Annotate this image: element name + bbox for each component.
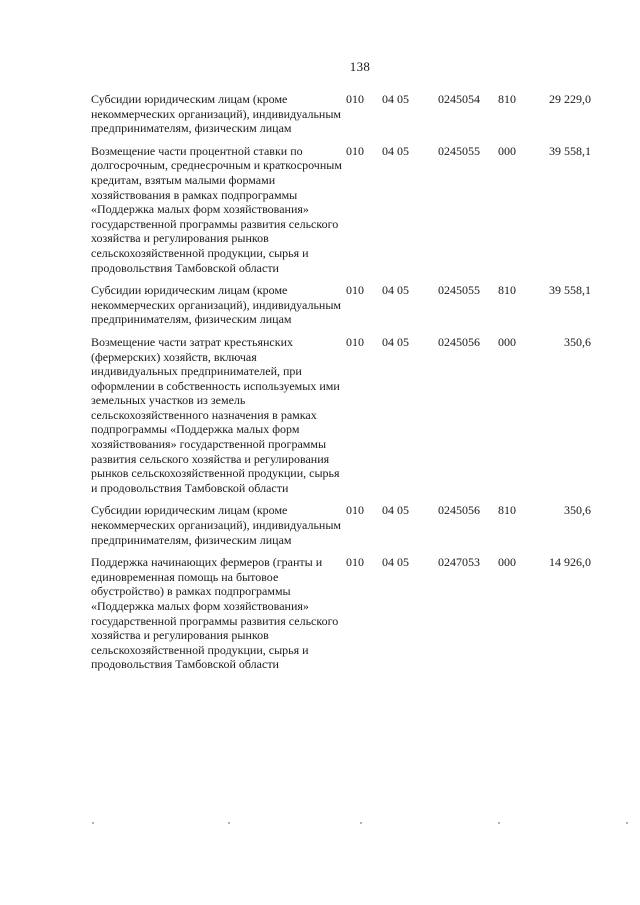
- ministry-code: 010: [346, 555, 364, 570]
- budget-table: [91, 92, 591, 680]
- expense-type-code: 000: [498, 334, 516, 349]
- table-row: [91, 92, 591, 144]
- section-code: 04 05: [382, 283, 409, 298]
- amount: 350,6: [564, 503, 591, 518]
- page-number: 138: [349, 59, 371, 74]
- section-code: 04 05: [382, 503, 409, 518]
- ministry-code: 010: [346, 283, 364, 298]
- expense-type-code: 000: [498, 555, 516, 570]
- amount: 350,6: [564, 334, 591, 349]
- target-article-code: 0245056: [438, 334, 480, 349]
- expense-name: Возмещение части процентной ставки по долгосрочным, среднесрочным и краткосрочным кредитам, взятым малыми формами хозяйствования в рамках подпрограммы «Поддержка малых форм хозяйствования» государственной программы развития сельского хозяйства и регулирования рынков сельскохозяйственной продукции, сырья и продовольствия Тамбовской области: [91, 143, 342, 275]
- scan-dot: [228, 822, 230, 824]
- expense-name: Возмещение части затрат крестьянских (фермерских) хозяйств, включая индивидуальных предпринимателей, при оформлении в собственность используемых ими земельных участков из земель сельскохозяйственного назначения в рамках подпрограммы «Поддержка малых форм хозяйствования» государственной программы развития сельского хозяйства и регулирования рынков сельскохозяйственной продукции, сырья и продовольствия Тамбовской области: [91, 334, 340, 495]
- ministry-code: 010: [346, 334, 364, 349]
- section-code: 04 05: [382, 143, 409, 158]
- section-code: 04 05: [382, 555, 409, 570]
- table-row: [91, 503, 591, 555]
- section-code: 04 05: [382, 92, 409, 106]
- ministry-code: 010: [346, 92, 364, 106]
- target-article-code: 0245055: [438, 143, 480, 158]
- target-article-code: 0245055: [438, 283, 480, 298]
- expense-name: Субсидии юридическим лицам (кроме некоммерческих организаций), индивидуальным предпринимателям, физическим лицам: [91, 283, 341, 327]
- table-row: [91, 335, 591, 504]
- expense-name: Поддержка начинающих фермеров (гранты и единовременная помощь на бытовое обустройство) в рамках подпрограммы «Поддержка малых форм хозяйствования» государственной программы развития сельского хозяйства и регулирования рынков сельскохозяйственной продукции, сырья и продовольствия Тамбовской области: [91, 555, 339, 672]
- amount: 29 229,0: [549, 92, 591, 106]
- table-row: [91, 555, 591, 680]
- scan-dot: [360, 822, 362, 824]
- target-article-code: 0245056: [438, 503, 480, 518]
- expense-type-code: 000: [498, 143, 516, 158]
- amount: 14 926,0: [549, 555, 591, 570]
- target-article-code: 0247053: [438, 555, 480, 570]
- amount: 39 558,1: [549, 283, 591, 298]
- scan-dot: [626, 822, 628, 824]
- table-row: [91, 144, 591, 283]
- table-row: [91, 283, 591, 335]
- ministry-code: 010: [346, 143, 364, 158]
- amount: 39 558,1: [549, 143, 591, 158]
- expense-type-code: 810: [498, 283, 516, 298]
- expense-type-code: 810: [498, 503, 516, 518]
- scan-dot: [92, 822, 94, 824]
- target-article-code: 0245054: [438, 92, 480, 106]
- section-code: 04 05: [382, 334, 409, 349]
- expense-name: Субсидии юридическим лицам (кроме некоммерческих организаций), индивидуальным предпринимателям, физическим лицам: [91, 503, 341, 547]
- scan-footer-marks: [88, 822, 568, 830]
- ministry-code: 010: [346, 503, 364, 518]
- expense-name: Субсидии юридическим лицам (кроме некоммерческих организаций), индивидуальным предпринимателям, физическим лицам: [91, 92, 341, 136]
- expense-type-code: 810: [498, 92, 516, 106]
- scan-dot: [498, 822, 500, 824]
